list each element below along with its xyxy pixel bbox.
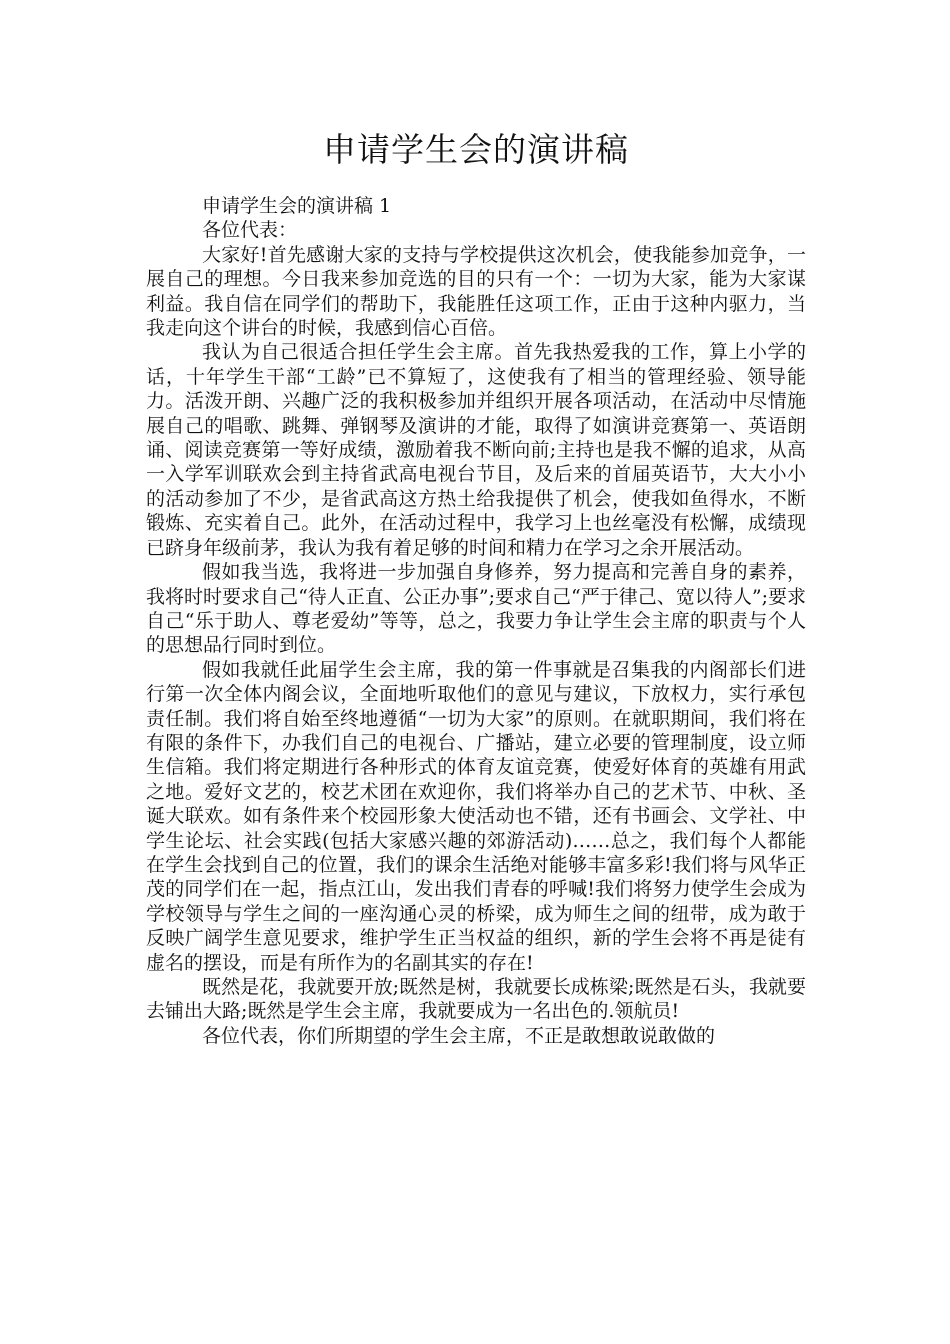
paragraph-1: 大家好!首先感谢大家的支持与学校提供这次机会，使我能参加竞争，一展自己的理想。今日我来参加竞选的目的只有一个：一切为大家，能为大家谋利益。我自信在同学们的帮助下，我能胜任这项工作，正由于这种内驱力，当我走向这个讲台的时候，我感到信心百倍。	[146, 243, 806, 340]
paragraph-2: 我认为自己很适合担任学生会主席。首先我热爱我的工作，算上小学的话，十年学生干部“工龄”已不算短了，这使我有了相当的管理经验、领导能力。活泼开朗、兴趣广泛的我积极参加并组织开展各项活动，在活动中尽情施展自己的唱歌、跳舞、弹钢琴及演讲的才能，取得了如演讲竞赛第一、英语朗诵、阅读竞赛第一等好成绩，激励着我不断向前;主持也是我不懈的追求，从高一入学军训联欢会到主持省武高电视台节目，及后来的首届英语节，大大小小的活动参加了不少，是省武高这方热土给我提供了机会，使我如鱼得水，不断锻炼、充实着自己。此外，在活动过程中，我学习上也丝毫没有松懈，成绩现已跻身年级前茅，我认为我有着足够的时间和精力在学习之余开展活动。	[146, 341, 806, 559]
paragraph-5: 既然是花，我就要开放;既然是树，我就要长成栋梁;既然是石头，我就要去铺出大路;既然是学生会主席，我就要成为一名出色的.领航员!	[146, 976, 806, 1023]
document-title: 申请学生会的演讲稿	[323, 130, 629, 169]
paragraph-3: 假如我当选，我将进一步加强自身修养，努力提高和完善自身的素养，我将时时要求自己“待人正直、公正办事”;要求自己“严于律己、宽以待人”;要求自己“乐于助人、尊老爱幼”等等，总之，我要力争让学生会主席的职责与个人的思想品行同时到位。	[146, 561, 806, 657]
document-page	[146, 128, 806, 1048]
section-heading: 申请学生会的演讲稿 1	[202, 195, 392, 217]
salutation: 各位代表：	[202, 219, 298, 242]
paragraph-4: 假如我就任此届学生会主席，我的第一件事就是召集我的内阁部长们进行第一次全体内阁会议，全面地听取他们的意见与建议，下放权力，实行承包责任制。我们将自始至终地遵循“一切为大家”的原则。在就职期间，我们将在有限的条件下，办我们自己的电视台、广播站，建立必要的管理制度，设立师生信箱。我们将定期进行各种形式的体育友谊竞赛，使爱好体育的英雄有用武之地。爱好文艺的，校艺术团在欢迎你，我们将举办自己的艺术节、中秋、圣诞大联欢。如有条件来个校园形象大使活动也不错，还有书画会、文学社、中学生论坛、社会实践(包括大家感兴趣的郊游活动)……总之，我们每个人都能在学生会找到自己的位置，我们的课余生活绝对能够丰富多彩!我们将与风华正茂的同学们在一起，指点江山，发出我们青春的呼喊!我们将努力使学生会成为学校领导与学生之间的一座沟通心灵的桥梁，成为师生之间的纽带，成为敢于反映广阔学生意见要求，维护学生正当权益的组织，新的学生会将不再是徒有虚名的摆设，而是有所作为的名副其实的存在!	[146, 658, 806, 974]
paragraph-6: 各位代表，你们所期望的学生会主席，不正是敢想敢说敢做的	[202, 1024, 716, 1047]
